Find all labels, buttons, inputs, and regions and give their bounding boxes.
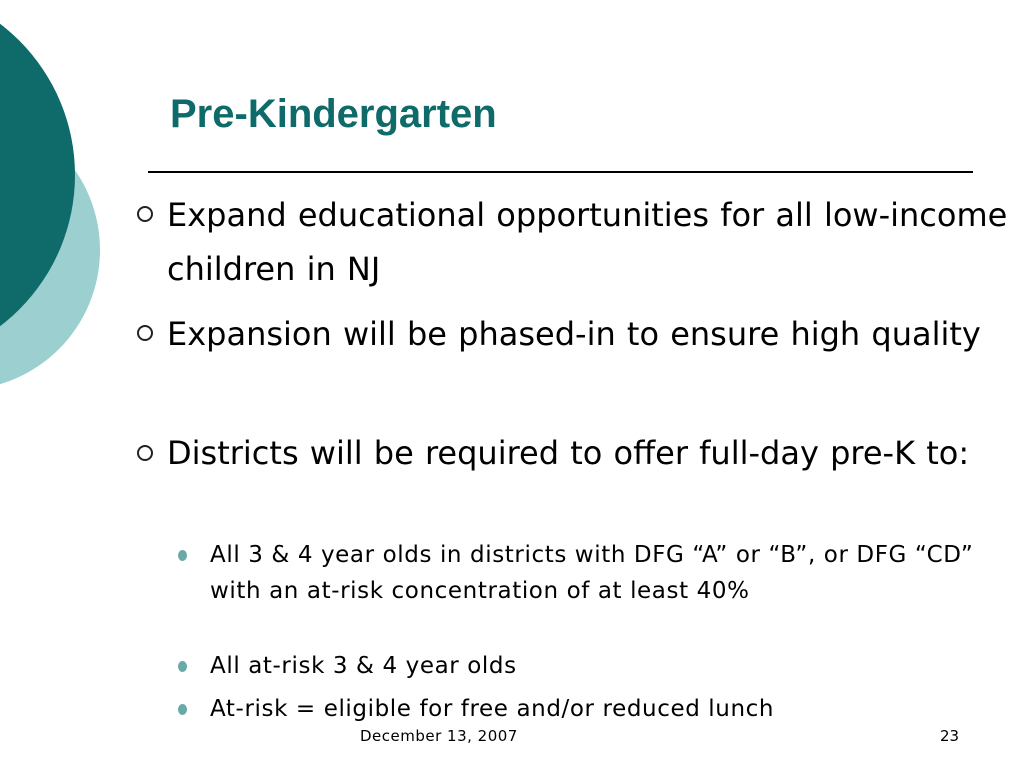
sub-bullet-dot-icon [178, 704, 187, 715]
bullet-ring-icon [137, 325, 153, 341]
sub-bullet-dot-icon [178, 661, 187, 672]
sub-bullet-dot-icon [178, 550, 187, 561]
bullet-item: Expansion will be phased-in to ensure high quality [167, 315, 981, 353]
bullet-item: Districts will be required to offer full-day pre-K to: [167, 434, 970, 472]
sub-bullet-item: All at-risk 3 & 4 year olds [210, 653, 517, 679]
bullet-ring-icon [137, 445, 153, 461]
sub-bullet-item: At-risk = eligible for free and/or reduced lunch [210, 696, 775, 722]
bullet-item: Expand educational opportunities for all low-income children in NJ [167, 196, 1008, 288]
slide-title: Pre-Kindergarten [170, 92, 497, 136]
page-number: 23 [940, 727, 960, 745]
title-divider [148, 171, 973, 173]
footer-date: December 13, 2007 [360, 727, 518, 745]
sub-bullet-item: All 3 & 4 year olds in districts with DFG “A” or “B”, or DFG “CD” with an at-risk concentration of at least 40% [210, 542, 974, 604]
bullet-ring-icon [137, 206, 153, 222]
decorative-circles [0, 0, 110, 410]
